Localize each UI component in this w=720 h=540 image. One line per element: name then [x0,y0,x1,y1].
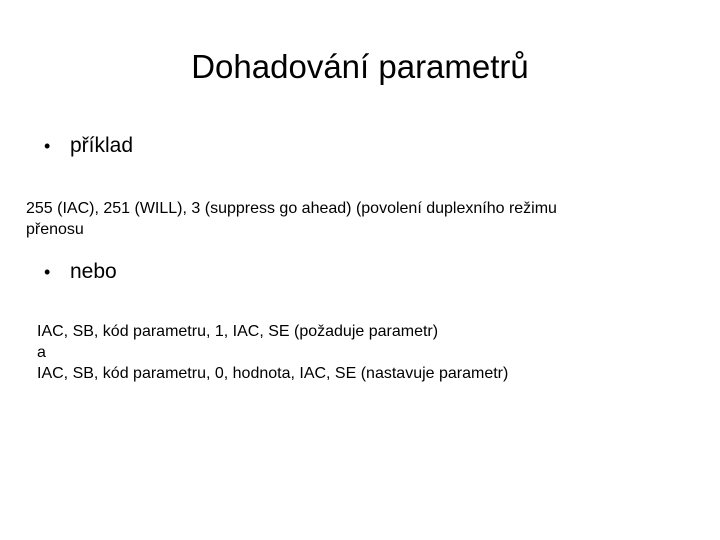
bullet-label: příklad [70,134,134,157]
bullet-label: nebo [70,260,117,283]
slide-title: Dohadování parametrů [191,48,529,85]
text-line: a [37,344,46,361]
bullet-item-nebo [44,259,117,285]
text-line: IAC, SB, kód parametru, 0, hodnota, IAC, SE (nastavuje parametr) [37,365,509,382]
bullet-item-priklad [44,133,133,159]
text-line: 255 (IAC), 251 (WILL), 3 (suppress go ahead) (povolení duplexního režimu [26,200,557,217]
bullet-dot-icon: • [44,262,51,282]
text-line: přenosu [26,221,84,238]
bullet-dot-icon: • [44,136,51,156]
example-subnegotiation-text [37,321,697,384]
text-line: IAC, SB, kód parametru, 1, IAC, SE (požaduje parametr) [37,323,439,340]
example-will-text [26,198,686,240]
